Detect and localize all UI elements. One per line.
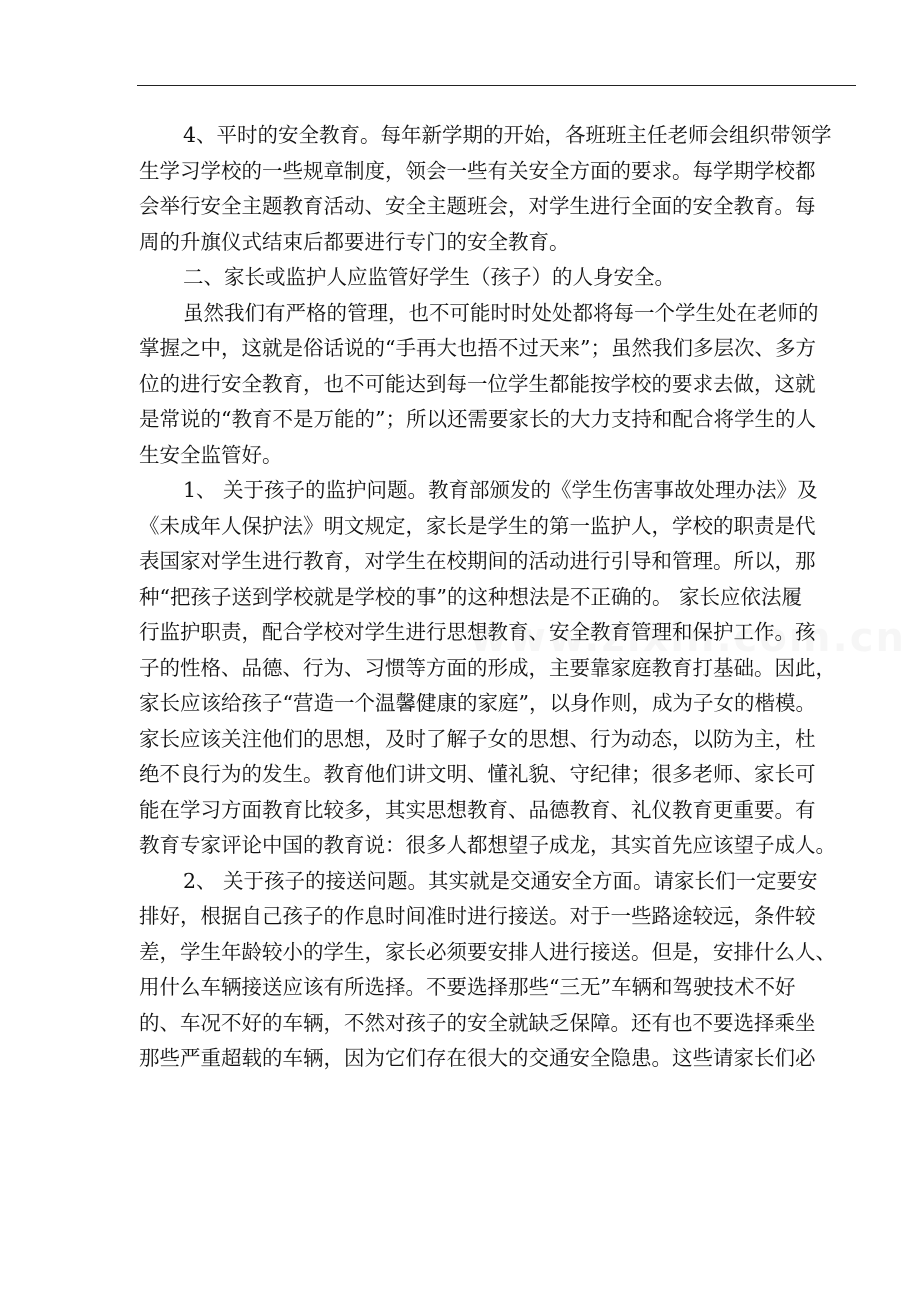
text-line: 家长应该关注他们的思想，及时了解子女的思想、行为动态，以防为主，杜 — [139, 726, 816, 751]
text-line: 二、家长或监护人应监管好学生（孩子）的人身安全。 — [183, 265, 675, 289]
text-line: 是常说的“教育不是万能的”；所以还需要家长的大力支持和配合将学生的人 — [139, 407, 816, 431]
text-line: 行监护职责，配合学校对学生进行思想教育、安全教育管理和保护工作。孩 — [139, 620, 816, 644]
text-line: 表国家对学生进行教育，对学生在校期间的活动进行引导和管理。所以，那 — [139, 549, 816, 573]
text-line: 4、平时的安全教育。每年新学期的开始，各班班主任老师会组织带领学 — [183, 123, 832, 147]
text-line: 生学习学校的一些规章制度，领会一些有关安全方面的要求。每学期学校都 — [139, 158, 816, 183]
text-line: 种“把孩子送到学校就是学校的事”的这种想法是不正确的。 家长应依法履 — [139, 584, 802, 609]
text-line: 周的升旗仪式结束后都要进行专门的安全教育。 — [139, 229, 570, 254]
document-body — [139, 118, 859, 1077]
text-line: 教育专家评论中国的教育说：很多人都想望子成龙，其实首先应该望子成人。 — [139, 833, 836, 857]
text-line: 虽然我们有严格的管理，也不可能时时处处都将每一个学生处在老师的 — [183, 300, 819, 325]
text-line: 《未成年人保护法》明文规定，家长是学生的第一监护人，学校的职责是代 — [139, 513, 816, 538]
text-line: 用什么车辆接送应该有所选择。不要选择那些“三无”车辆和驾驶技术不好 — [139, 975, 796, 999]
text-line: 能在学习方面教育比较多，其实思想教育、品德教育、礼仪教育更重要。有 — [139, 797, 816, 822]
text-line: 掌握之中，这就是俗话说的“手再大也捂不过天来”；虽然我们多层次、多方 — [139, 336, 816, 360]
text-line: 2、 关于孩子的接送问题。其实就是交通安全方面。请家长们一定要安 — [183, 868, 818, 893]
text-line: 生安全监管好。 — [139, 442, 283, 467]
text-line: 那些严重超载的车辆，因为它们存在很大的交通安全隐患。这些请家长们必 — [139, 1046, 816, 1070]
text-line: 差，学生年龄较小的学生，家长必须要安排人进行接送。但是，安排什么人、 — [139, 939, 836, 964]
text-line: 家长应该给孩子“营造一个温馨健康的家庭”，以身作则，成为子女的楷模。 — [139, 691, 816, 715]
text-line: 子的性格、品德、行为、习惯等方面的形成，主要靠家庭教育打基础。因此， — [139, 655, 836, 680]
text-line: 位的进行安全教育，也不可能达到每一位学生都能按学校的要求去做，这就 — [139, 371, 816, 396]
text-line: 绝不良行为的发生。教育他们讲文明、懂礼貌、守纪律；很多老师、家长可 — [139, 762, 816, 786]
header-rule — [137, 85, 856, 86]
text-line: 的、车况不好的车辆，不然对孩子的安全就缺乏保障。还有也不要选择乘坐 — [139, 1010, 816, 1035]
text-line: 会举行安全主题教育活动、安全主题班会，对学生进行全面的安全教育。每 — [139, 194, 816, 218]
text-line: 1、 关于孩子的监护问题。教育部颁发的《学生伤害事故处理办法》及 — [183, 478, 818, 502]
text-line: 排好，根据自己孩子的作息时间准时进行接送。对于一些路途较远，条件较 — [139, 904, 816, 928]
